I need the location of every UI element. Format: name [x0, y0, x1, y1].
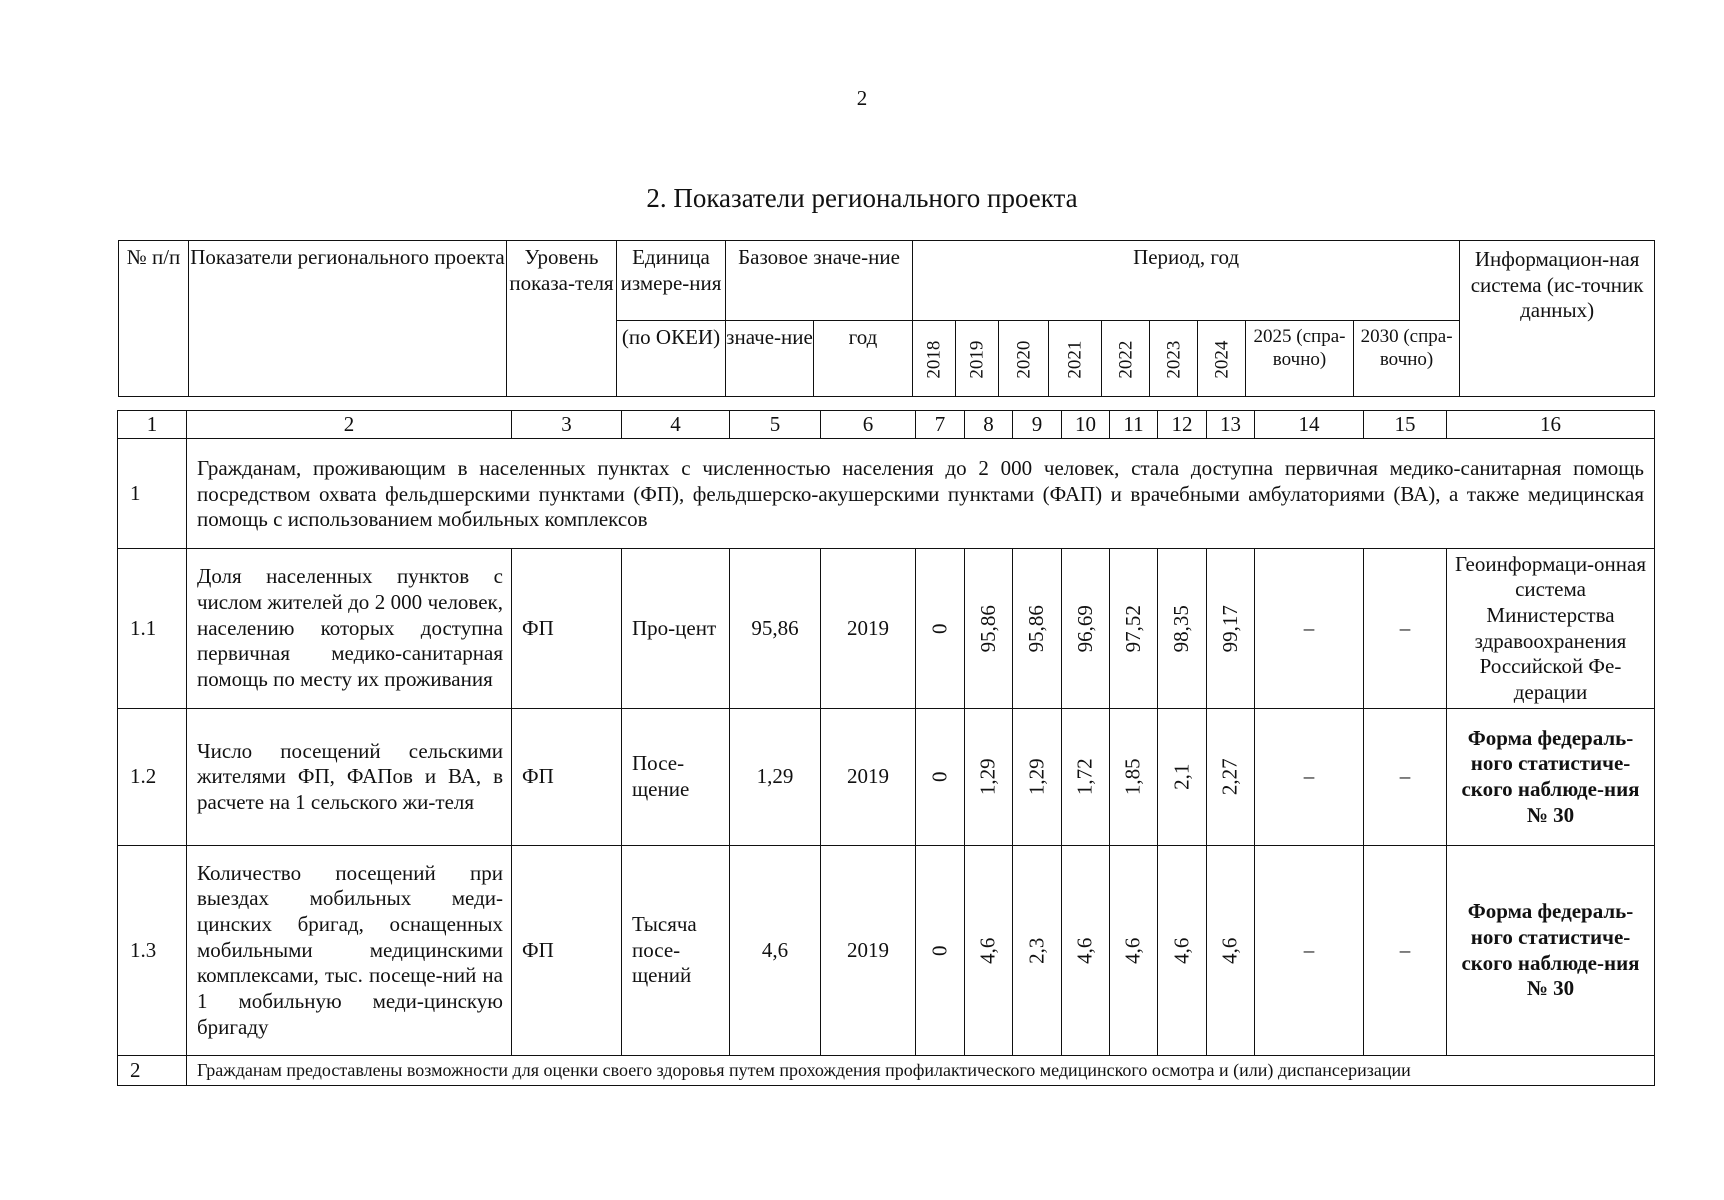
table-row [118, 549, 1655, 709]
value-2021: 96,69 [1062, 549, 1110, 709]
base-year: 2019 [821, 709, 916, 846]
header-base: Базовое значе-ние [726, 241, 913, 321]
row-number: 1.3 [118, 846, 187, 1056]
page-number: 2 [856, 86, 868, 110]
value-2020: 2,3 [1013, 846, 1062, 1056]
col-number: 12 [1158, 411, 1207, 439]
header-num: № п/п [119, 241, 189, 397]
value-2018: 0 [916, 549, 965, 709]
goal-text: Гражданам предоставлены возможности для оценки своего здоровья путем прохождения профилактического медицинского осмотра и (или) диспансеризации [187, 1056, 1655, 1086]
col-number: 10 [1062, 411, 1110, 439]
indicator-name: Число посещений сельскими жителями ФП, ФАПов и ВА, в расчете на 1 сельского жи-теля [187, 709, 512, 846]
value-2021: 4,6 [1062, 846, 1110, 1056]
indicators-header-table [118, 240, 1655, 397]
data-source: Форма федераль-ного статистиче-ского наблюде-ния № 30 [1447, 709, 1655, 846]
header-base-year: год [814, 321, 913, 397]
indicators-body-table [117, 410, 1655, 1086]
value-2030: – [1364, 846, 1447, 1056]
header-year-2021: 2021 [1049, 321, 1102, 397]
base-value: 1,29 [730, 709, 821, 846]
value-2022: 4,6 [1110, 846, 1158, 1056]
indicator-name: Количество посещений при выездах мобильных меди-цинских бригад, оснащенных мобильными медицинскими комплексами, тыс. посеще-ний на 1 мобильную меди-цинскую бригаду [187, 846, 512, 1056]
header-year-2020: 2020 [999, 321, 1049, 397]
value-2018: 0 [916, 709, 965, 846]
header-unit: Единица измере-ния [617, 241, 726, 321]
value-2023: 4,6 [1158, 846, 1207, 1056]
col-number: 13 [1207, 411, 1255, 439]
header-year-2019: 2019 [956, 321, 999, 397]
indicator-level: ФП [512, 709, 622, 846]
data-source: Геоинформаци-онная система Министерства здравоохранения Российской Фе-дерации [1447, 549, 1655, 709]
indicator-level: ФП [512, 549, 622, 709]
value-2022: 97,52 [1110, 549, 1158, 709]
col-number: 5 [730, 411, 821, 439]
header-year-2024: 2024 [1198, 321, 1246, 397]
column-numbers-row [118, 411, 1655, 439]
value-2024: 4,6 [1207, 846, 1255, 1056]
col-number: 2 [187, 411, 512, 439]
header-year-2022: 2022 [1102, 321, 1150, 397]
value-2020: 95,86 [1013, 549, 1062, 709]
table-row [118, 846, 1655, 1056]
base-value: 4,6 [730, 846, 821, 1056]
header-level: Уровень показа-теля [507, 241, 617, 397]
row-number: 1.1 [118, 549, 187, 709]
base-year: 2019 [821, 549, 916, 709]
base-year: 2019 [821, 846, 916, 1056]
col-number: 4 [622, 411, 730, 439]
goal-row-2 [118, 1056, 1655, 1086]
indicator-unit: Про-цент [622, 549, 730, 709]
section-title: 2. Показатели регионального проекта [646, 183, 1078, 213]
goal-text: Гражданам, проживающим в населенных пунктах с численностью населения до 2 000 человек, стала доступна первичная медико-санитарная помощь посредством охвата фельдшерскими пунктами (ФП), фельдшерско-акушерскими пунктами (ФАП) и врачебными амбулаториями (ВА), а также медицинская помощь с использованием мобильных комплексов [187, 439, 1655, 549]
header-source: Информацион-ная система (ис-точник данных) [1460, 241, 1655, 397]
header-year-2023: 2023 [1150, 321, 1198, 397]
data-source: Форма федераль-ного статистиче-ского наблюде-ния № 30 [1447, 846, 1655, 1056]
value-2030: – [1364, 709, 1447, 846]
value-2024: 99,17 [1207, 549, 1255, 709]
value-2021: 1,72 [1062, 709, 1110, 846]
value-2019: 4,6 [965, 846, 1013, 1056]
col-number: 6 [821, 411, 916, 439]
header-base-value: значе-ние [726, 321, 814, 397]
value-2022: 1,85 [1110, 709, 1158, 846]
col-number: 3 [512, 411, 622, 439]
value-2018: 0 [916, 846, 965, 1056]
header-year-2030: 2030 (спра-вочно) [1354, 321, 1460, 397]
value-2020: 1,29 [1013, 709, 1062, 846]
indicator-name: Доля населенных пунктов с числом жителей до 2 000 человек, населению которых доступна первичная медико-санитарная помощь по месту их проживания [187, 549, 512, 709]
header-year-2018: 2018 [913, 321, 956, 397]
col-number: 14 [1255, 411, 1364, 439]
table-row [118, 709, 1655, 846]
value-2025: – [1255, 709, 1364, 846]
goal-number: 2 [118, 1056, 187, 1086]
header-unit-sub: (по ОКЕИ) [617, 321, 726, 397]
value-2019: 1,29 [965, 709, 1013, 846]
indicator-level: ФП [512, 846, 622, 1056]
col-number: 7 [916, 411, 965, 439]
col-number: 9 [1013, 411, 1062, 439]
row-number: 1.2 [118, 709, 187, 846]
indicator-unit: Посе-щение [622, 709, 730, 846]
value-2023: 2,1 [1158, 709, 1207, 846]
indicator-unit: Тысяча посе-щений [622, 846, 730, 1056]
value-2025: – [1255, 549, 1364, 709]
col-number: 11 [1110, 411, 1158, 439]
header-year-2025: 2025 (спра-вочно) [1246, 321, 1354, 397]
header-period: Период, год [913, 241, 1460, 321]
value-2025: – [1255, 846, 1364, 1056]
goal-number: 1 [118, 439, 187, 549]
value-2030: – [1364, 549, 1447, 709]
goal-row-1 [118, 439, 1655, 549]
base-value: 95,86 [730, 549, 821, 709]
col-number: 8 [965, 411, 1013, 439]
col-number: 1 [118, 411, 187, 439]
value-2023: 98,35 [1158, 549, 1207, 709]
value-2019: 95,86 [965, 549, 1013, 709]
value-2024: 2,27 [1207, 709, 1255, 846]
header-indicator: Показатели регионального проекта [189, 241, 507, 397]
col-number: 15 [1364, 411, 1447, 439]
col-number: 16 [1447, 411, 1655, 439]
